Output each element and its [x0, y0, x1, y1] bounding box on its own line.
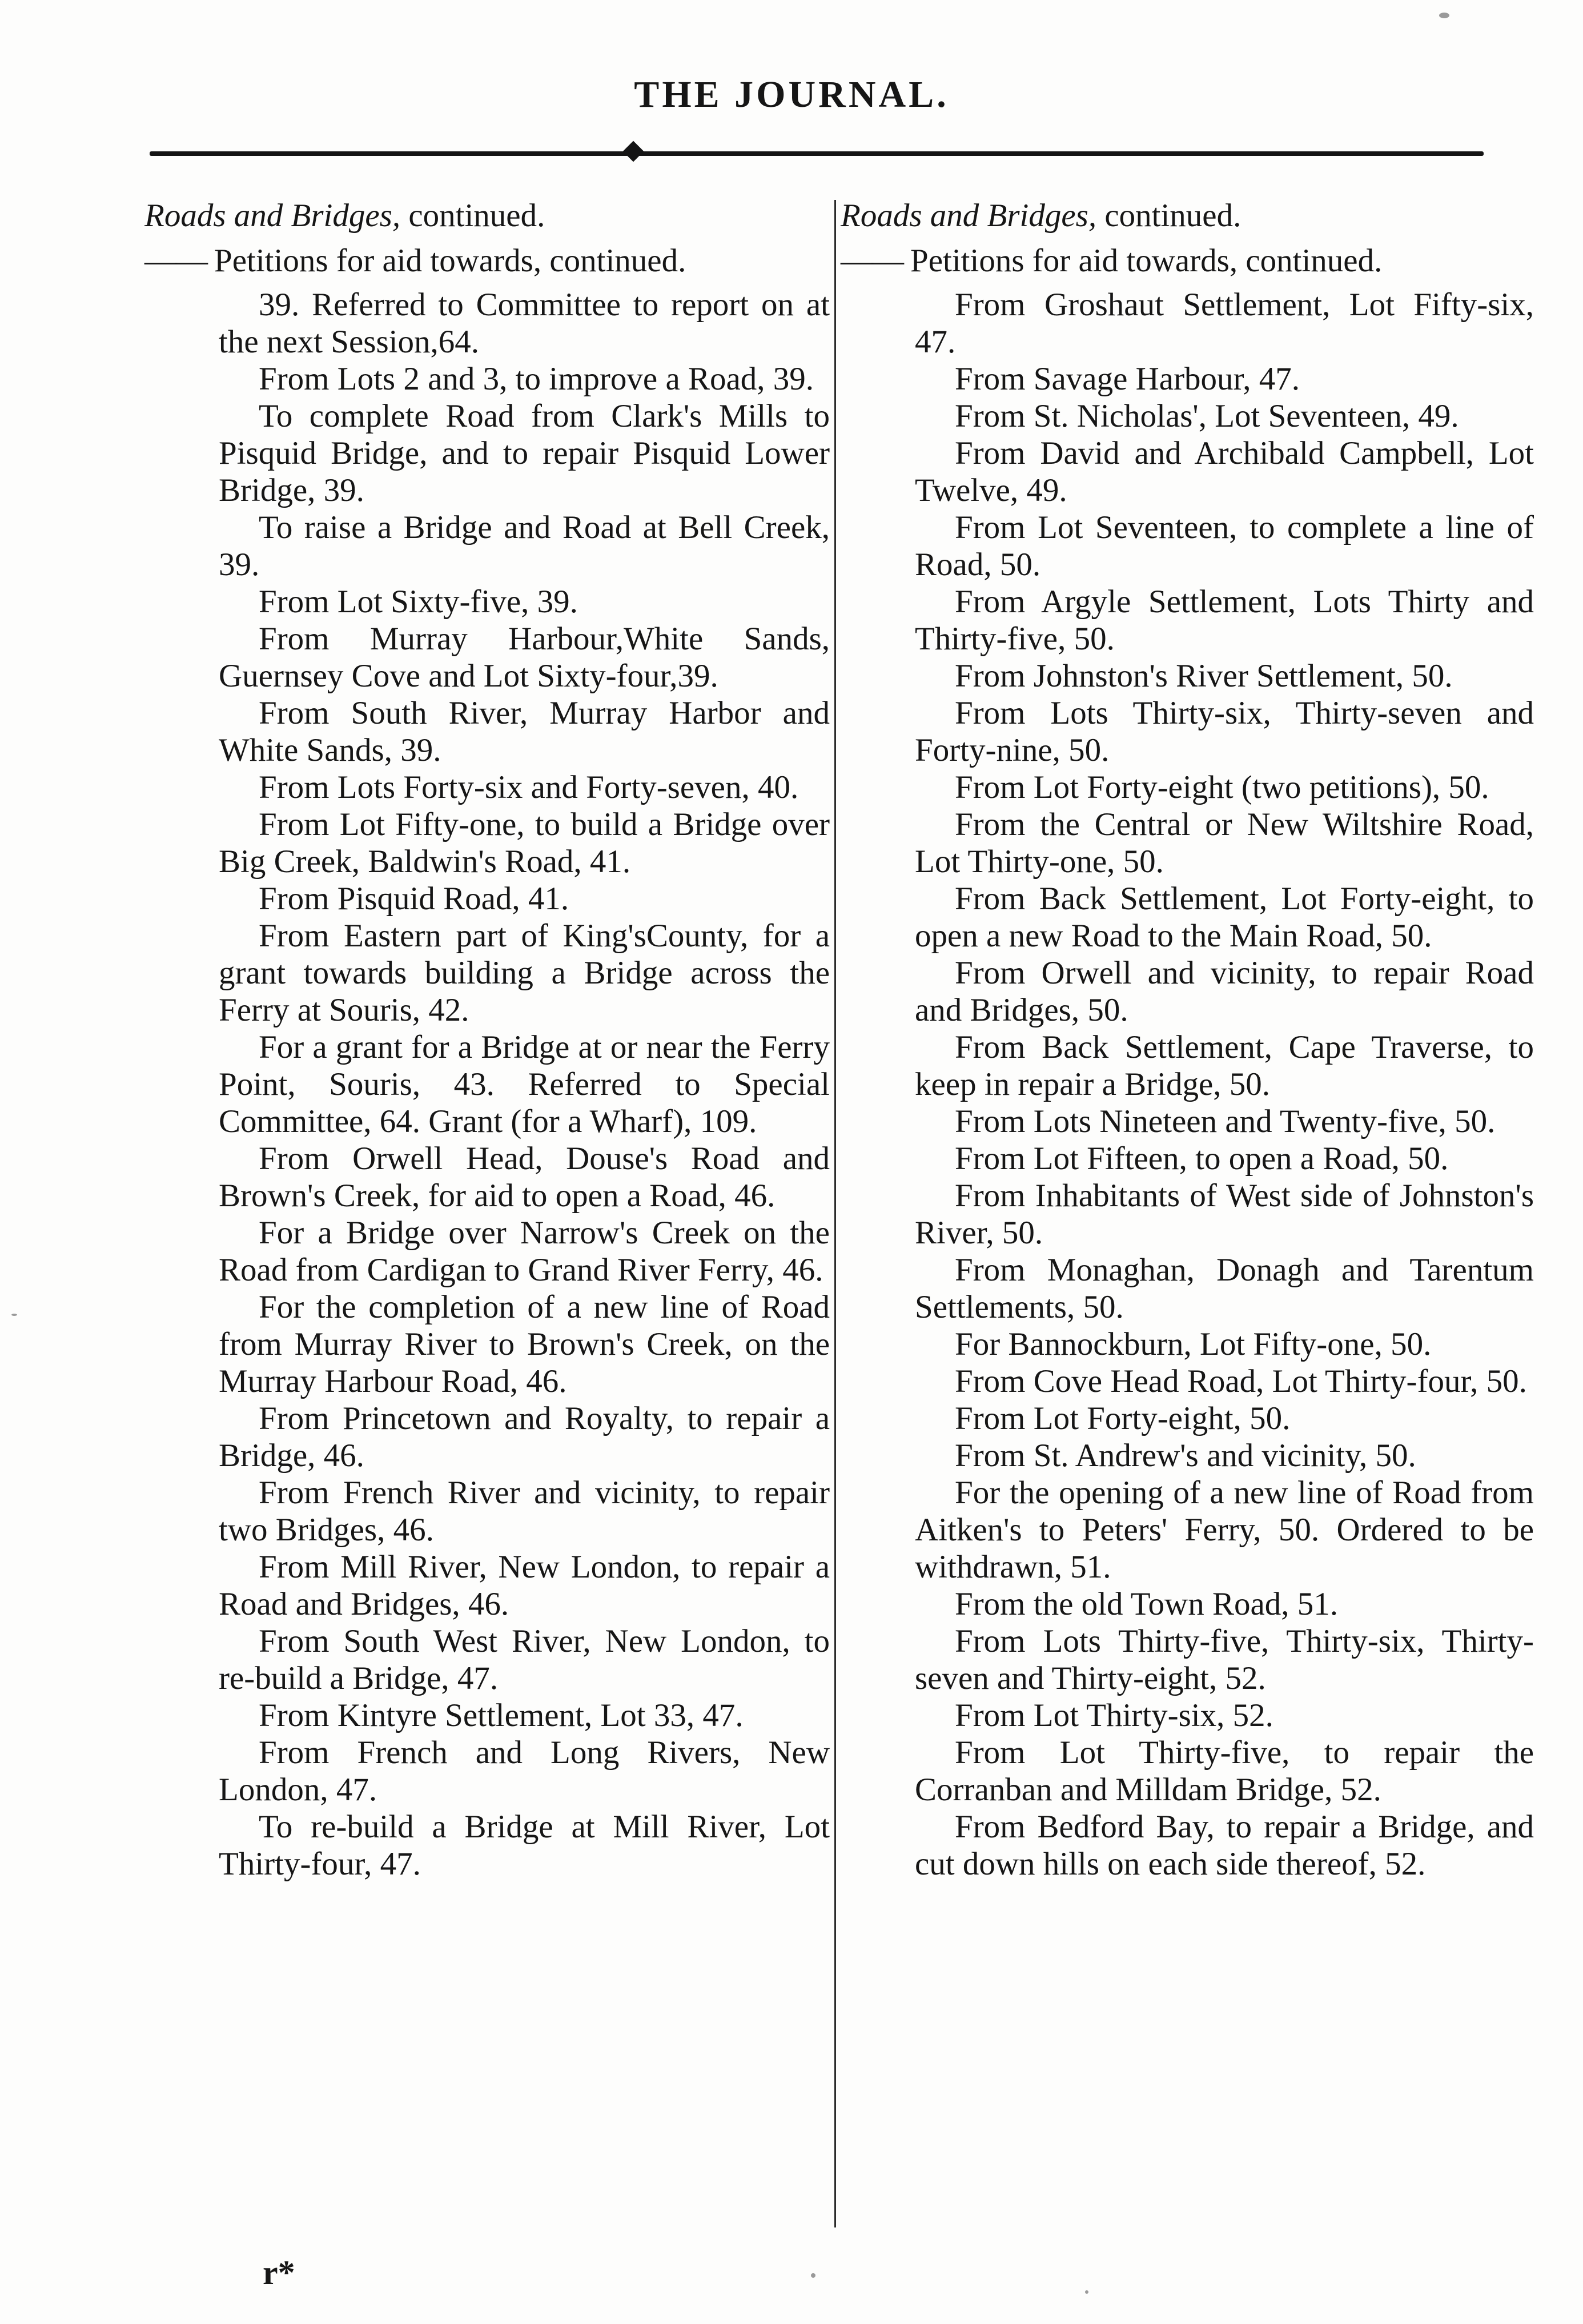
entry: From Bedford Bay, to repair a Bridge, and cut down hills on each side thereof, 52. [915, 1809, 1534, 1882]
entry: From Lot Forty-eight (two petitions), 50. [955, 769, 1489, 805]
entry: From Lots Forty-six and Forty-seven, 40. [259, 769, 799, 805]
entry: From French and Long Rivers, New London, 47. [219, 1735, 830, 1808]
entry: From Lot Thirty-five, to repair the Corranban and Milldam Bridge, 52. [915, 1735, 1534, 1808]
entry: From David and Archibald Campbell, Lot Twelve, 49. [915, 435, 1534, 508]
entry: From Savage Harbour, 47. [955, 361, 1300, 397]
entry: From St. Nicholas', Lot Seventeen, 49. [955, 398, 1459, 434]
entry: From Lot Fifteen, to open a Road, 50. [955, 1141, 1449, 1177]
entry: From Inhabitants of West side of Johnston's River, 50. [915, 1178, 1534, 1251]
entry: From French River and vicinity, to repair two Bridges, 46. [219, 1475, 830, 1548]
entry: From Kintyre Settlement, Lot 33, 47. [259, 1697, 744, 1733]
entry: From St. Andrew's and vicinity, 50. [955, 1438, 1416, 1474]
entry: To raise a Bridge and Road at Bell Creek, 39. [219, 509, 830, 583]
print-speck [1085, 2290, 1088, 2294]
entry: From South River, Murray Harbor and White Sands, 39. [219, 695, 830, 768]
entry: From Groshaut Settlement, Lot Fifty-six, 47. [915, 287, 1534, 360]
entry: From Lot Seventeen, to complete a line of Road, 50. [915, 509, 1534, 583]
entry: For a grant for a Bridge at or near the Ferry Point, Souris, 43. Referred to Special Committee, 64. Grant (for a Wharf), 109. [219, 1029, 830, 1139]
entry: From Back Settlement, Lot Forty-eight, to open a new Road to the Main Road, 50. [915, 881, 1534, 954]
entry: From Lots Nineteen and Twenty-five, 50. [955, 1103, 1496, 1139]
subheading-text: Petitions for aid towards, continued. [214, 243, 686, 279]
section-title-plain: continued. [1096, 198, 1242, 234]
entry: From Cove Head Road, Lot Thirty-four, 50. [955, 1363, 1527, 1399]
section-title-italic: Roads and Bridges, [144, 198, 401, 234]
entry: From Argyle Settlement, Lots Thirty and Thirty-five, 50. [915, 584, 1534, 657]
entry: To complete Road from Clark's Mills to Pisquid Bridge, and to repair Pisquid Lower Bridge, 39. [219, 398, 830, 508]
right-column [841, 197, 1534, 1883]
print-speck [811, 2273, 815, 2278]
print-speck [11, 1314, 17, 1316]
subheading [144, 242, 830, 279]
entry: From Eastern part of King'sCounty, for a grant towards building a Bridge across the Ferry at Souris, 42. [219, 918, 830, 1028]
section-title-plain: continued. [400, 198, 545, 234]
entry: From Lots 2 and 3, to improve a Road, 39. [259, 361, 814, 397]
subheading-dash: —— [841, 243, 902, 279]
left-column [144, 197, 830, 1883]
subheading-dash: —— [144, 243, 206, 279]
entry: From Back Settlement, Cape Traverse, to keep in repair a Bridge, 50. [915, 1029, 1534, 1102]
entry-list [144, 286, 830, 1883]
entry: From Johnston's River Settlement, 50. [955, 658, 1453, 694]
entry: From Lot Forty-eight, 50. [955, 1400, 1291, 1436]
print-speck [1439, 13, 1449, 18]
entry: From Lot Fifty-one, to build a Bridge over Big Creek, Baldwin's Road, 41. [219, 806, 830, 880]
entry: From Orwell Head, Douse's Road and Brown's Creek, for aid to open a Road, 46. [219, 1141, 830, 1214]
entry: From South West River, New London, to re-build a Bridge, 47. [219, 1623, 830, 1696]
entry: For the completion of a new line of Road from Murray River to Brown's Creek, on the Murray Harbour Road, 46. [219, 1289, 830, 1399]
signature-mark: r* [263, 2254, 295, 2291]
entry: From Murray Harbour,White Sands, Guernsey Cove and Lot Sixty-four,39. [219, 621, 830, 694]
entry: For Bannockburn, Lot Fifty-one, 50. [955, 1326, 1432, 1362]
subheading [841, 242, 1534, 279]
entry: For the opening of a new line of Road from Aitken's to Peters' Ferry, 50. Ordered to be withdrawn, 51. [915, 1475, 1534, 1585]
entry: From Lot Thirty-six, 52. [955, 1697, 1273, 1733]
entry: From Lot Sixty-five, 39. [259, 584, 578, 620]
section-title [841, 197, 1534, 234]
entry: From Lots Thirty-five, Thirty-six, Thirty-seven and Thirty-eight, 52. [915, 1623, 1534, 1696]
entry: From the old Town Road, 51. [955, 1586, 1339, 1622]
entry: To re-build a Bridge at Mill River, Lot Thirty-four, 47. [219, 1809, 830, 1882]
section-title [144, 197, 830, 234]
entry-list [841, 286, 1534, 1883]
entry: From Princetown and Royalty, to repair a Bridge, 46. [219, 1400, 830, 1474]
entry: From Lots Thirty-six, Thirty-seven and Forty-nine, 50. [915, 695, 1534, 768]
entry: From Monaghan, Donagh and Tarentum Settlements, 50. [915, 1252, 1534, 1325]
running-head: THE JOURNAL. [634, 74, 949, 115]
entry: From Orwell and vicinity, to repair Road and Bridges, 50. [915, 955, 1534, 1028]
rule-ornament [623, 141, 644, 162]
section-title-italic: Roads and Bridges, [841, 198, 1097, 234]
entry: For a Bridge over Narrow's Creek on the Road from Cardigan to Grand River Ferry, 46. [219, 1215, 830, 1288]
header-rule [150, 151, 1484, 156]
entry: From Pisquid Road, 41. [259, 881, 569, 917]
subheading-text: Petitions for aid towards, continued. [910, 243, 1383, 279]
entry: 39. Referred to Committee to report on at the next Session,64. [219, 287, 830, 360]
entry: From the Central or New Wiltshire Road, Lot Thirty-one, 50. [915, 806, 1534, 880]
entry: From Mill River, New London, to repair a Road and Bridges, 46. [219, 1549, 830, 1622]
column-divider [834, 200, 836, 2227]
